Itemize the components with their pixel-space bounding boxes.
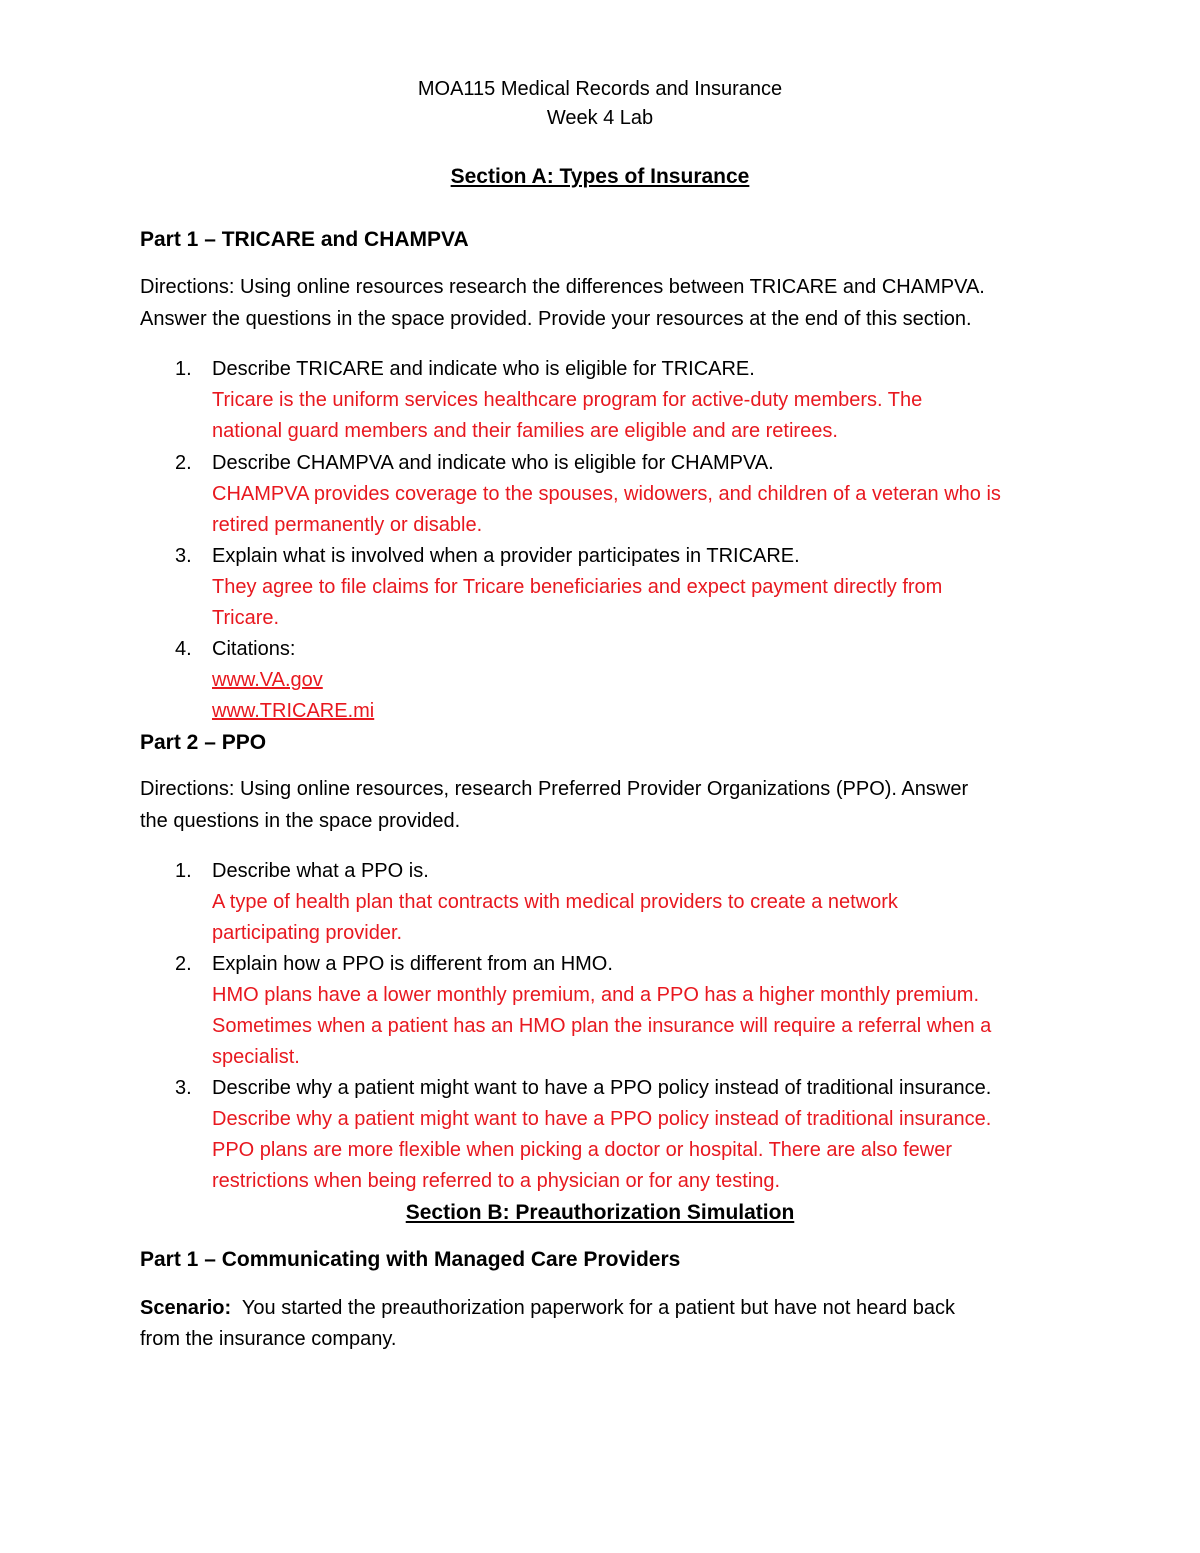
list-number: 2. xyxy=(175,953,192,975)
scenario-text: You started the preauthorization paperwork for a patient but have not heard back xyxy=(231,1297,955,1319)
answer-line: Sometimes when a patient has an HMO plan the insurance will require a referral when a xyxy=(212,1015,992,1037)
part1-directions-line1: Directions: Using online resources research the differences between TRICARE and CHAMPVA. xyxy=(140,276,985,298)
scenario-line1 xyxy=(140,1296,955,1320)
answer-line: Tricare. xyxy=(212,607,280,629)
answer-line: A type of health plan that contracts with medical providers to create a network xyxy=(212,891,898,913)
answer-line: Tricare is the uniform services healthcare program for active-duty members. The xyxy=(212,389,923,411)
part2-directions-line2: the questions in the space provided. xyxy=(140,810,461,832)
scenario-line2: from the insurance company. xyxy=(140,1328,397,1350)
section-b-title: Section B: Preauthorization Simulation xyxy=(405,1201,795,1224)
citation-link-tricare[interactable]: www.TRICARE.mi xyxy=(212,700,375,722)
list-number: 1. xyxy=(175,860,192,882)
course-title: MOA115 Medical Records and Insurance xyxy=(417,78,783,100)
citation-link-va[interactable]: www.VA.gov xyxy=(212,669,323,691)
list-number: 3. xyxy=(175,1077,192,1099)
lab-title: Week 4 Lab xyxy=(546,107,654,129)
answer-line: participating provider. xyxy=(212,922,403,944)
list-number: 4. xyxy=(175,638,192,660)
answer-line: PPO plans are more flexible when picking a doctor or hospital. There are also fewer xyxy=(212,1139,953,1161)
part1-directions-line2: Answer the questions in the space provided. Provide your resources at the end of this section. xyxy=(140,308,972,330)
question-text: Describe TRICARE and indicate who is eligible for TRICARE. xyxy=(212,358,755,380)
section-b-part1-heading: Part 1 – Communicating with Managed Care Providers xyxy=(140,1248,681,1271)
answer-line: CHAMPVA provides coverage to the spouses, widowers, and children of a veteran who is xyxy=(212,483,1001,505)
part2-directions-line1: Directions: Using online resources, research Preferred Provider Organizations (PPO). Answer xyxy=(140,778,969,800)
part2-heading: Part 2 – PPO xyxy=(140,731,267,754)
question-text: Describe CHAMPVA and indicate who is eligible for CHAMPVA. xyxy=(212,452,774,474)
answer-line: Describe why a patient might want to have a PPO policy instead of traditional insurance. xyxy=(212,1108,992,1130)
answer-line: They agree to file claims for Tricare beneficiaries and expect payment directly from xyxy=(212,576,943,598)
answer-line: retired permanently or disable. xyxy=(212,514,483,536)
question-text: Describe why a patient might want to have a PPO policy instead of traditional insurance. xyxy=(212,1077,992,1099)
answer-line: restrictions when being referred to a physician or for any testing. xyxy=(212,1170,781,1192)
question-text: Explain how a PPO is different from an HMO. xyxy=(212,953,613,975)
list-number: 2. xyxy=(175,452,192,474)
scenario-label: Scenario: xyxy=(140,1297,232,1319)
question-text: Describe what a PPO is. xyxy=(212,860,429,882)
section-a-title: Section A: Types of Insurance xyxy=(450,165,750,188)
list-number: 1. xyxy=(175,358,192,380)
citations-label: Citations: xyxy=(212,638,296,660)
answer-line: national guard members and their families are eligible and are retirees. xyxy=(212,420,838,442)
answer-line: HMO plans have a lower monthly premium, and a PPO has a higher monthly premium. xyxy=(212,984,980,1006)
part1-heading: Part 1 – TRICARE and CHAMPVA xyxy=(140,228,469,251)
list-number: 3. xyxy=(175,545,192,567)
question-text: Explain what is involved when a provider participates in TRICARE. xyxy=(212,545,800,567)
answer-line: specialist. xyxy=(212,1046,300,1068)
